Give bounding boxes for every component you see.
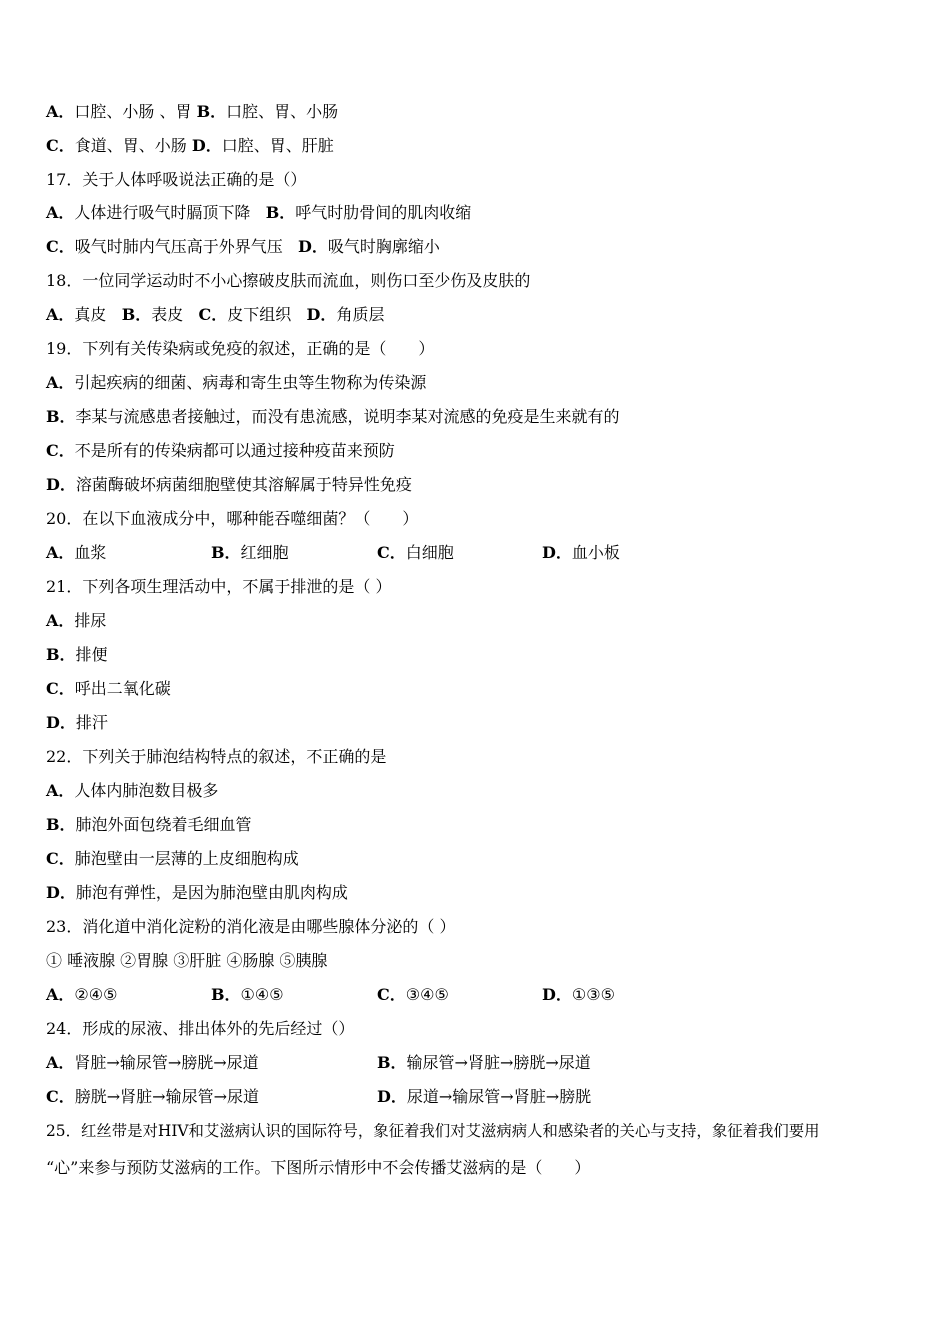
q21-option-d: D．排汗	[46, 713, 108, 732]
q23-option-c: C．③④⑤	[377, 985, 449, 1004]
q21-option-c: C．呼出二氧化碳	[46, 679, 171, 698]
q20-option-d: D．血小板	[542, 543, 620, 562]
q20-option-a: A．血浆	[46, 543, 107, 562]
question-18-stem: 18．一位同学运动时不小心擦破皮肤而流血，则伤口至少伤及皮肤的	[46, 271, 531, 290]
question-21-stem: 21．下列各项生理活动中，不属于排泄的是（ ）	[46, 577, 392, 596]
q18-options: A．真皮 B．表皮 C．皮下组织 D．角质层	[46, 305, 385, 324]
q24-option-c: C．膀胱→肾脏→输尿管→尿道	[46, 1087, 259, 1106]
q21-option-a: A．排尿	[46, 611, 107, 630]
q20-option-c: C．白细胞	[377, 543, 454, 562]
q21-option-b: B．排便	[46, 645, 108, 664]
q22-option-c: C．肺泡壁由一层薄的上皮细胞构成	[46, 849, 299, 868]
q19-option-d: D．溶菌酶破坏病菌细胞壁使其溶解属于特异性免疫	[46, 475, 412, 494]
q19-option-a: A．引起疾病的细菌、病毒和寄生虫等生物称为传染源	[46, 373, 427, 392]
question-17-stem: 17．关于人体呼吸说法正确的是（）	[46, 170, 307, 189]
q17-options-row-1: A．人体进行吸气时膈顶下降 B．呼气时肋骨间的肌肉收缩	[46, 203, 472, 222]
q23-option-a: A．②④⑤	[46, 985, 118, 1004]
q22-option-d: D．肺泡有弹性，是因为肺泡壁由肌肉构成	[46, 883, 348, 902]
q17-options-row-2: C．吸气时肺内气压高于外界气压 D．吸气时胸廓缩小	[46, 237, 440, 256]
question-25-stem-line-2: “心”来参与预防艾滋病的工作。下图所示情形中不会传播艾滋病的是（ ）	[46, 1158, 591, 1177]
question-24-stem: 24．形成的尿液、排出体外的先后经过（）	[46, 1019, 355, 1038]
q16-options-row-2: C．食道、胃、小肠 D．口腔、胃、肝脏	[46, 136, 334, 155]
q24-option-a: A．肾脏→输尿管→膀胱→尿道	[46, 1053, 259, 1072]
q19-option-c: C．不是所有的传染病都可以通过接种疫苗来预防	[46, 441, 395, 460]
question-23-stem: 23．消化道中消化淀粉的消化液是由哪些腺体分泌的（ ）	[46, 917, 456, 936]
question-25-stem-line-1: 25．红丝带是对HIV和艾滋病认识的国际符号，象征着我们对艾滋病病人和感染者的关心与支持，象征着我们要用	[46, 1122, 820, 1140]
q24-option-b: B．输尿管→肾脏→膀胱→尿道	[377, 1053, 591, 1072]
q24-option-d: D．尿道→输尿管→肾脏→膀胱	[377, 1087, 592, 1106]
q20-option-b: B．红细胞	[211, 543, 289, 562]
question-22-stem: 22．下列关于肺泡结构特点的叙述，不正确的是	[46, 747, 387, 766]
question-20-stem: 20．在以下血液成分中，哪种能吞噬细菌？（ ）	[46, 509, 419, 528]
q22-option-a: A．人体内肺泡数目极多	[46, 781, 219, 800]
q22-option-b: B．肺泡外面包绕着毛细血管	[46, 815, 252, 834]
q23-items: ① 唾液腺 ②胃腺 ③肝脏 ④肠腺 ⑤胰腺	[46, 951, 328, 970]
q23-option-d: D．①③⑤	[542, 985, 615, 1004]
q16-options-row-1: A．口腔、小肠 、胃 B．口腔、胃、小肠	[46, 102, 339, 121]
q23-option-b: B．①④⑤	[211, 985, 284, 1004]
question-19-stem: 19．下列有关传染病或免疫的叙述，正确的是（ ）	[46, 339, 435, 358]
q19-option-b: B．李某与流感患者接触过，而没有患流感，说明李某对流感的免疫是生来就有的	[46, 407, 620, 426]
